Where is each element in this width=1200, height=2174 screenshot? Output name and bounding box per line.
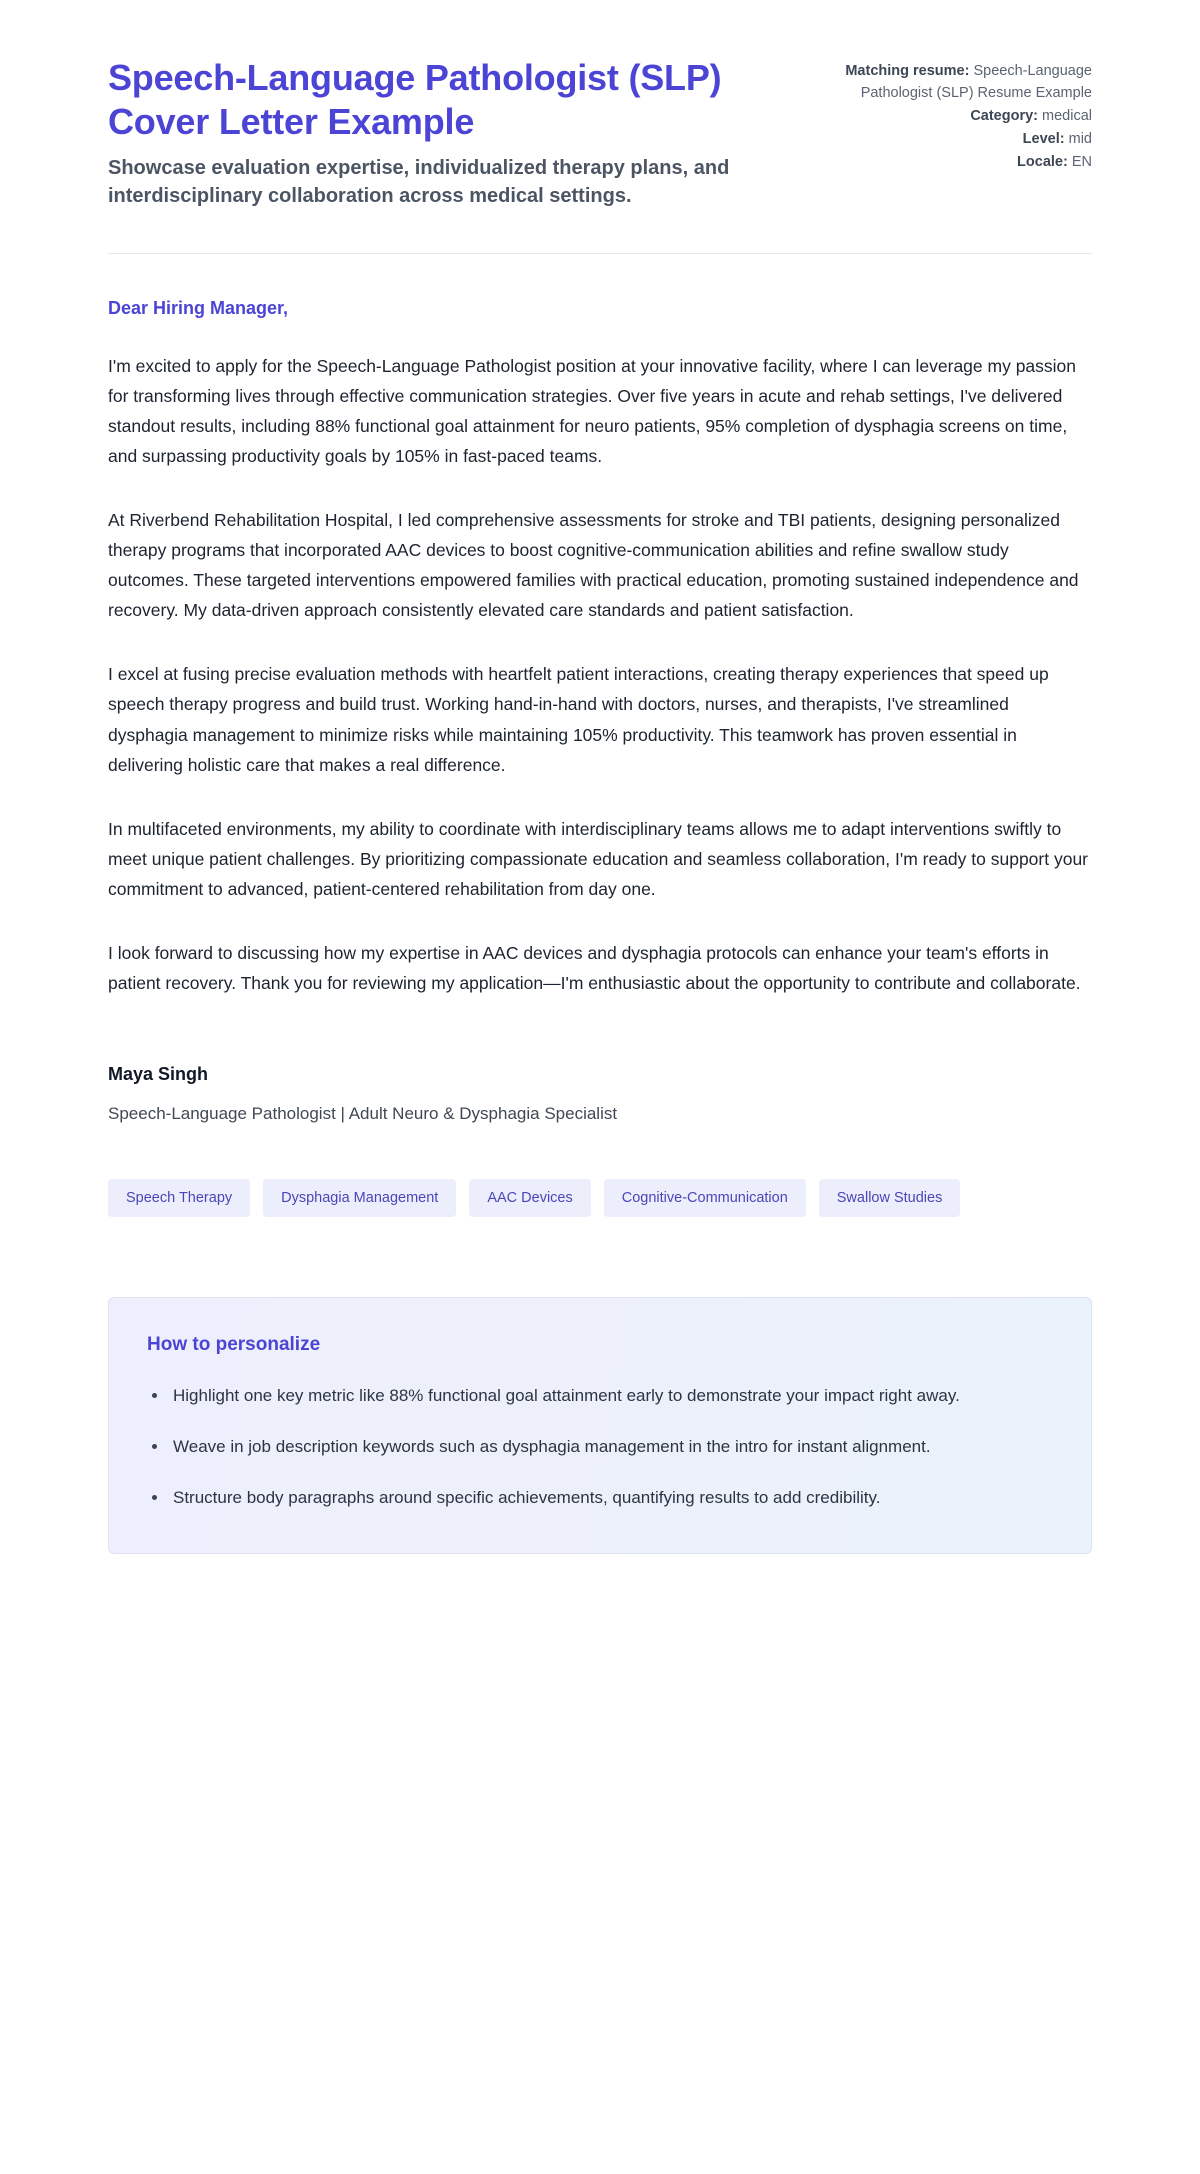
meta-matching-resume-value: Speech-Language Pathologist (SLP) Resume Example <box>860 63 1092 102</box>
letter-paragraph: At Riverbend Rehabilitation Hospital, I led comprehensive assessments for stroke and TBI patients, designing personalized therapy programs that incorporated AAC devices to boost cognitive-communication abilities and refine swallow study outcomes. These targeted interventions empowered families with practical education, promoting sustained independence and recovery. My data-driven approach consistently elevated care standards and patient satisfaction. <box>108 509 1079 621</box>
salutation: Dear Hiring Manager, <box>108 297 289 318</box>
tag-chip[interactable]: AAC Devices <box>469 1179 590 1218</box>
signature-block <box>108 1064 1092 1127</box>
tag-chip[interactable]: Dysphagia Management <box>263 1179 456 1218</box>
page-header <box>108 56 1092 211</box>
tag-chip[interactable]: Speech Therapy <box>108 1179 250 1218</box>
callout-tip-item: Highlight one key metric like 88% functional goal attainment early to demonstrate your impact right away. <box>147 1382 1053 1411</box>
document-metadata <box>834 56 1092 174</box>
callout-title: How to personalize <box>147 1334 321 1356</box>
meta-level-label: Level: <box>1022 131 1065 148</box>
callout-tip-item: Structure body paragraphs around specific achievements, quantifying results to add credibility. <box>147 1484 1053 1513</box>
tag-chip[interactable]: Swallow Studies <box>819 1179 961 1218</box>
signature-name: Maya Singh <box>108 1064 209 1085</box>
meta-level <box>834 128 1092 150</box>
meta-level-value: mid <box>1068 131 1092 148</box>
cover-letter-body <box>108 254 1092 1554</box>
meta-locale <box>834 151 1092 173</box>
letter-paragraph: I look forward to discussing how my expertise in AAC devices and dysphagia protocols can enhance your team's efforts in patient recovery. Thank you for reviewing my application—I'm enthusiastic about the opportunity to contribute and collaborate. <box>108 943 1081 994</box>
how-to-personalize-callout <box>108 1297 1092 1554</box>
letter-paragraphs <box>108 351 1092 999</box>
meta-locale-label: Locale: <box>1017 154 1068 171</box>
tag-list <box>108 1179 988 1218</box>
page-title: Speech-Language Pathologist (SLP) Cover Letter Example <box>108 57 722 142</box>
letter-paragraph: I excel at fusing precise evaluation methods with heartfelt patient interactions, creating therapy experiences that speed up speech therapy progress and build trust. Working hand-in-hand with doctors, nurses, and therapists, I've streamlined dysphagia management to minimize risks while maintaining 105% productivity. This teamwork has proven essential in delivering holistic care that makes a real difference. <box>108 664 1049 775</box>
meta-category <box>834 105 1092 127</box>
meta-category-value: medical <box>1042 108 1092 125</box>
letter-paragraph: In multifaceted environments, my ability to coordinate with interdisciplinary teams allows me to adapt interventions swiftly to meet unique patient challenges. By prioritizing compassionate education and seamless collaboration, I'm ready to support your commitment to advanced, patient-centered rehabilitation from day one. <box>108 818 1089 899</box>
page-subtitle: Showcase evaluation expertise, individualized therapy plans, and interdisciplinary collaboration across medical settings. <box>108 156 730 208</box>
meta-matching-resume-label: Matching resume: <box>845 63 970 79</box>
signature-role: Speech-Language Pathologist | Adult Neuro & Dysphagia Specialist <box>108 1104 618 1124</box>
header-text-block <box>108 56 794 211</box>
callout-tip-item: Weave in job description keywords such as dysphagia management in the intro for instant alignment. <box>147 1433 1053 1462</box>
tag-chip[interactable]: Cognitive-Communication <box>604 1179 806 1218</box>
callout-tip-list <box>147 1382 1053 1513</box>
meta-locale-value: EN <box>1071 154 1092 171</box>
letter-paragraph: I'm excited to apply for the Speech-Language Pathologist position at your innovative facility, where I can leverage my passion for transforming lives through effective communication strategies. Over five years in acute and rehab settings, I've delivered standout results, including 88% functional goal attainment for neuro patients, 95% completion of dysphagia screens on time, and surpassing productivity goals by 105% in fast-paced teams. <box>108 355 1077 466</box>
meta-matching-resume <box>834 60 1092 104</box>
meta-category-label: Category: <box>970 108 1038 125</box>
